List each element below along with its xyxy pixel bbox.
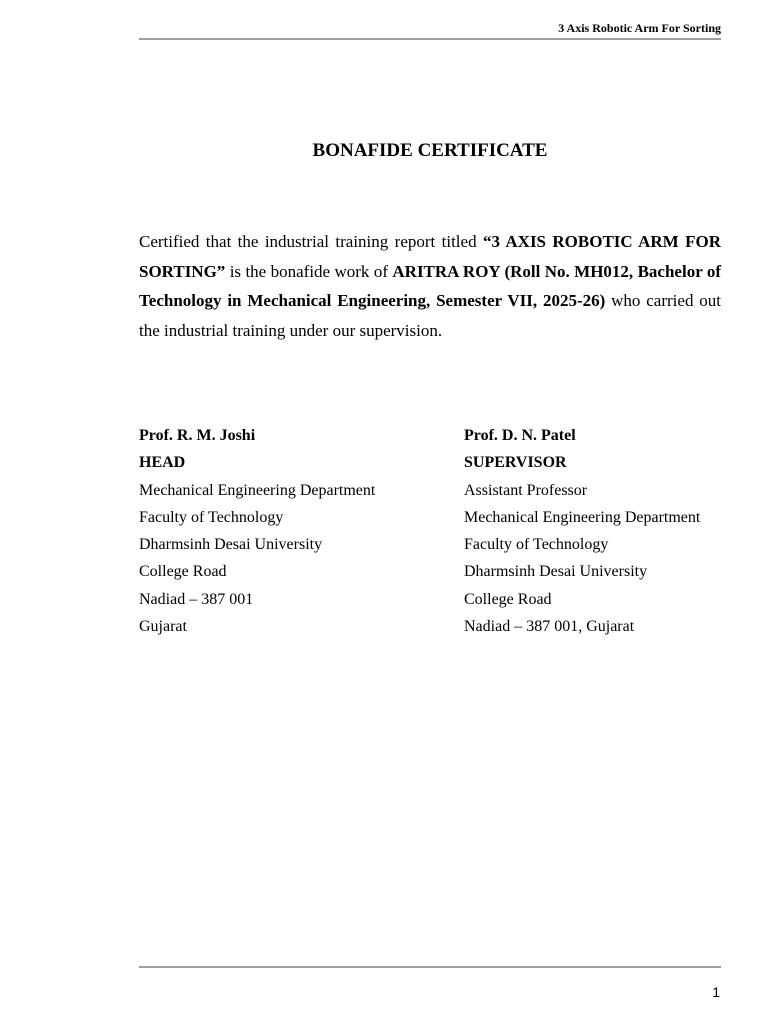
running-header-title: 3 Axis Robotic Arm For Sorting bbox=[558, 21, 721, 35]
student-details: ARITRA ROY (Roll No. MH012, Bachelor of Technology in Mechanical Engineering, Semester VII, 2025-26) bbox=[139, 261, 721, 310]
supervisor-address-line: College Road bbox=[464, 590, 552, 608]
head-signatory-block bbox=[139, 422, 375, 640]
supervisor-address-line: Dharmsinh Desai University bbox=[464, 563, 648, 581]
head-address-line: College Road bbox=[139, 563, 227, 581]
header-divider bbox=[139, 38, 721, 40]
supervisor-signatory-block bbox=[464, 422, 700, 640]
supervisor-name: Prof. D. N. Patel bbox=[464, 427, 576, 444]
supervisor-address-line: Assistant Professor bbox=[464, 481, 588, 499]
head-name: Prof. R. M. Joshi bbox=[139, 427, 256, 444]
head-address-line: Mechanical Engineering Department bbox=[139, 481, 376, 499]
footer-divider bbox=[139, 966, 721, 968]
supervisor-role: SUPERVISOR bbox=[464, 454, 567, 472]
certificate-statement bbox=[139, 227, 721, 345]
page-number: 1 bbox=[712, 984, 720, 1000]
head-address-line: Nadiad – 387 001 bbox=[139, 590, 254, 608]
statement-connector: is the bonafide work of bbox=[225, 261, 393, 281]
supervisor-address-line: Nadiad – 387 001, Gujarat bbox=[464, 618, 635, 636]
head-role: HEAD bbox=[139, 454, 186, 472]
supervisor-address-line: Mechanical Engineering Department bbox=[464, 508, 701, 526]
project-title: “3 AXIS ROBOTIC ARM FOR SORTING” bbox=[139, 232, 721, 281]
statement-intro: Certified that the industrial training report titled bbox=[139, 232, 483, 251]
head-address-line: Faculty of Technology bbox=[139, 508, 284, 526]
head-address-line: Gujarat bbox=[139, 618, 187, 636]
supervisor-address-line: Faculty of Technology bbox=[464, 536, 609, 554]
statement-closing: who carried out the industrial training under our supervision. bbox=[139, 291, 721, 340]
head-address-line: Dharmsinh Desai University bbox=[139, 536, 323, 554]
certificate-title: BONAFIDE CERTIFICATE bbox=[312, 140, 548, 161]
